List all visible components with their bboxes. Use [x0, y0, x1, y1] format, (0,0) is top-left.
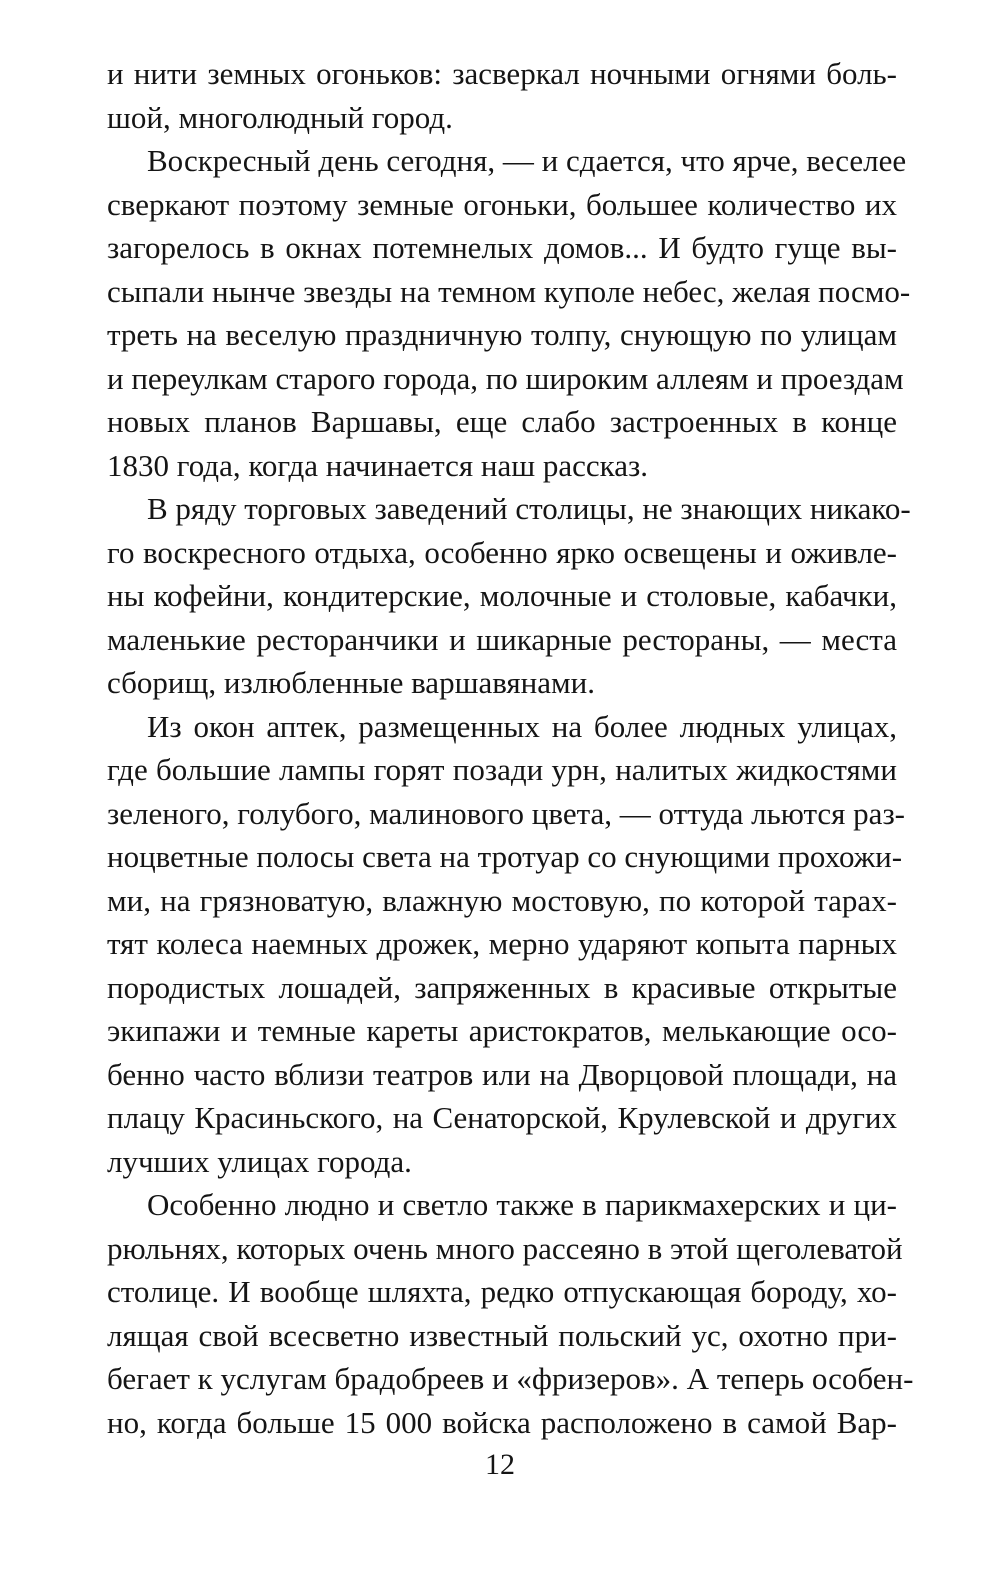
text-line: шой, многолюдный город.: [107, 99, 453, 135]
text-line: лящая свой всесветно известный польский ус, охотно при-: [107, 1317, 897, 1353]
text-line: маленькие ресторанчики и шикарные рестораны, — места: [107, 621, 897, 657]
text-line: зеленого, голубого, малинового цвета, — оттуда льются раз-: [107, 795, 906, 831]
text-line: породистых лошадей, запряженных в красивые открытые: [107, 969, 897, 1005]
text-line: ноцветные полосы света на тротуар со снующими прохожи-: [107, 839, 903, 874]
text-line: Из окон аптек, размещенных на более людных улицах,: [147, 708, 897, 744]
text-line: где большие лампы горят позади урн, налитых жидкостями: [107, 752, 897, 787]
text-line: сверкают поэтому земные огоньки, большее количество их: [107, 186, 897, 222]
text-line: 1830 года, когда начинается наш рассказ.: [107, 447, 648, 483]
body-text: [107, 52, 914, 1444]
text-line: столице. И вообще шляхта, редко отпускающая бороду, хо-: [107, 1274, 897, 1309]
page-number: 12: [485, 1448, 515, 1481]
text-line: и нити земных огоньков: засверкал ночными огнями боль-: [107, 56, 897, 91]
text-line: рюльнях, которых очень много рассеяно в этой щеголеватой: [107, 1230, 903, 1266]
text-line: лучших улицах города.: [107, 1143, 412, 1179]
text-line: но, когда больше 15 000 войска расположено в самой Вар-: [107, 1404, 897, 1440]
paragraph: [107, 487, 911, 705]
text-line: и переулкам старого города, по широким аллеям и проездам: [107, 360, 904, 396]
text-line: го воскресного отдыха, особенно ярко освещены и оживле-: [107, 534, 897, 570]
text-line: ны кофейни, кондитерские, молочные и столовые, кабачки,: [107, 578, 897, 613]
text-line: ми, на грязноватую, влажную мостовую, по которой тарах-: [107, 882, 897, 918]
paragraph: [107, 1183, 914, 1444]
text-line: экипажи и темные кареты аристократов, мелькающие осо-: [107, 1013, 897, 1048]
text-line: загорелось в окнах потемнелых домов... И будто гуще вы-: [107, 230, 897, 265]
text-line: бенно часто вблизи театров или на Дворцовой площади, на: [107, 1056, 897, 1092]
paragraph: [107, 139, 911, 487]
text-line: сыпали нынче звезды на темном куполе небес, желая посмо-: [107, 273, 911, 309]
text-line: новых планов Варшавы, еще слабо застроенных в конце: [107, 404, 897, 439]
paragraph: [107, 52, 897, 139]
text-line: Воскресный день сегодня, — и сдается, что ярче, веселее: [147, 143, 907, 178]
text-line: Особенно людно и светло также в парикмахерских и ци-: [147, 1187, 897, 1222]
text-line: тят колеса наемных дрожек, мерно ударяют копыта парных: [107, 926, 897, 961]
text-line: плацу Красиньского, на Сенаторской, Крулевской и других: [107, 1100, 897, 1135]
text-line: бегает к услугам брадобреев и «фризеров». А теперь особен-: [107, 1361, 914, 1396]
text-line: В ряду торговых заведений столицы, не знающих никако-: [147, 491, 911, 526]
paragraph: [107, 705, 906, 1184]
text-line: треть на веселую праздничную толпу, снующую по улицам: [107, 317, 897, 352]
text-line: сборищ, излюбленные варшавянами.: [107, 665, 595, 700]
